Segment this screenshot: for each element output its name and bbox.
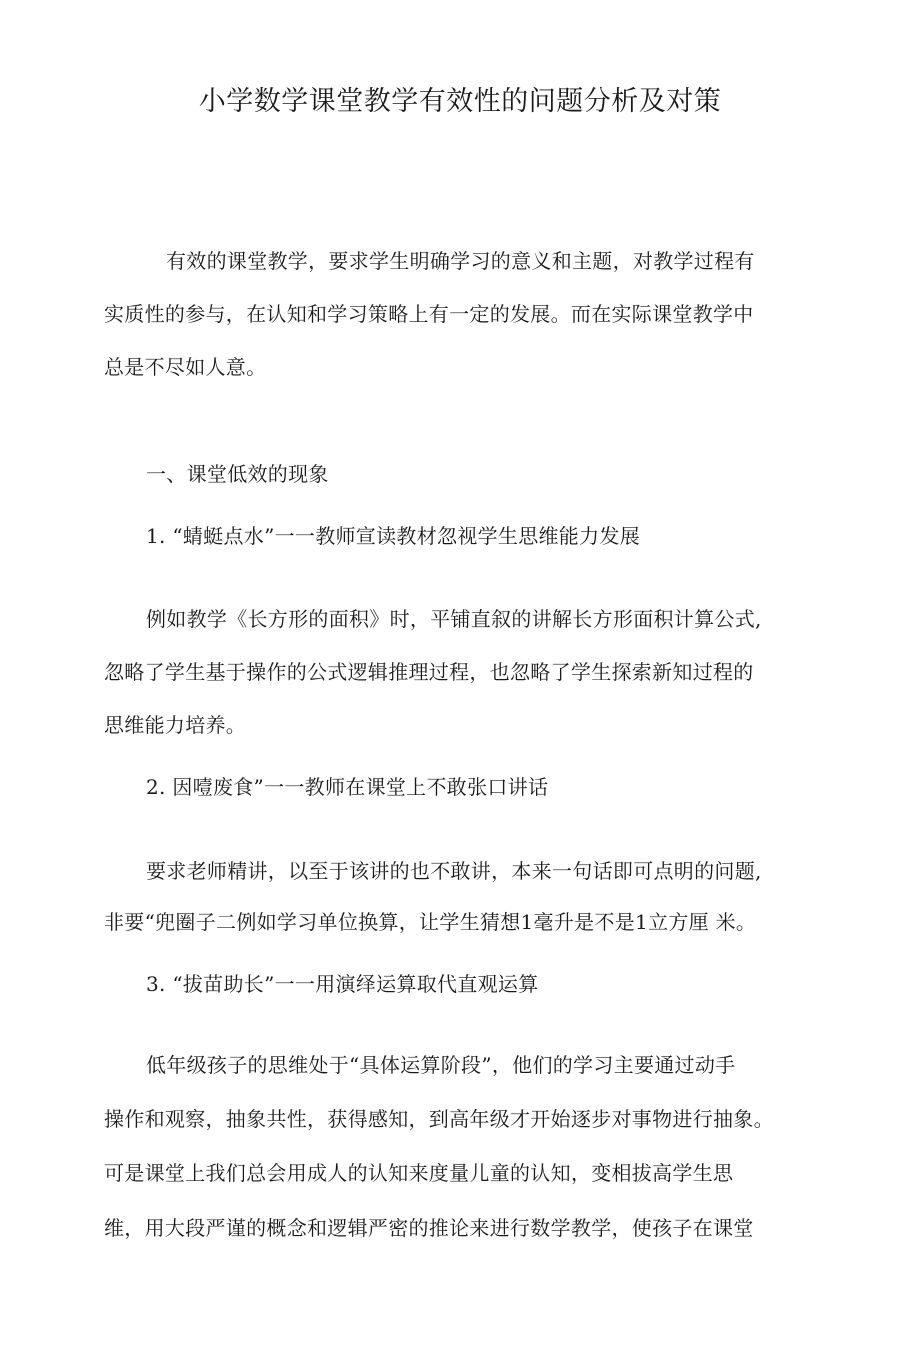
item3-body-line-1: 低年级孩子的思维处于“具体运算阶段”，他们的学习主要通过动手 xyxy=(146,1053,736,1077)
item2-heading: 2. 因噎废食”一一教师在课堂上不敢张口讲话 xyxy=(146,775,549,799)
item3-body-line-3: 可是课堂上我们总会用成人的认知来度量儿童的认知，变相拔高学生思 xyxy=(104,1161,734,1185)
item1-heading: 1. “蜻蜓点水”一一教师宣读教材忽视学生思维能力发展 xyxy=(146,524,640,548)
item3-heading: 3. “拔苗助长”一一用演绎运算取代直观运算 xyxy=(146,972,539,996)
item1-body-line-3: 思维能力培养。 xyxy=(104,713,247,737)
item1-body-line-1: 例如教学《长方形的面积》时，平铺直叙的讲解长方形面积计算公式, xyxy=(146,607,762,631)
item2-body-line-2: 非要“兜圈子二例如学习单位换算，让学生猜想1毫升是不是1立方厘 米。 xyxy=(104,910,757,934)
item3-body-line-2: 操作和观察，抽象共性，获得感知，到高年级才开始逐步对事物进行抽象。 xyxy=(104,1107,774,1131)
item3-body-line-4: 维，用大段严谨的概念和逻辑严密的推论来进行数学教学，使孩子在课堂 xyxy=(104,1216,754,1240)
intro-line-2: 实质性的参与，在认知和学习策略上有一定的发展。而在实际课堂教学中 xyxy=(104,302,754,326)
section1-heading: 一、课堂低效的现象 xyxy=(146,462,329,486)
intro-line-3: 总是不尽如人意。 xyxy=(104,355,267,379)
document-title: 小学数学课堂教学有效性的问题分析及对策 xyxy=(198,86,722,117)
item2-body-line-1: 要求老师精讲，以至于该讲的也不敢讲，本来一句话即可点明的问题, xyxy=(146,859,762,883)
intro-line-1: 有效的课堂教学，要求学生明确学习的意义和主题，对教学过程有 xyxy=(166,249,755,273)
item1-body-line-2: 忽略了学生基于操作的公式逻辑推理过程，也忽略了学生探索新知过程的 xyxy=(104,660,754,684)
